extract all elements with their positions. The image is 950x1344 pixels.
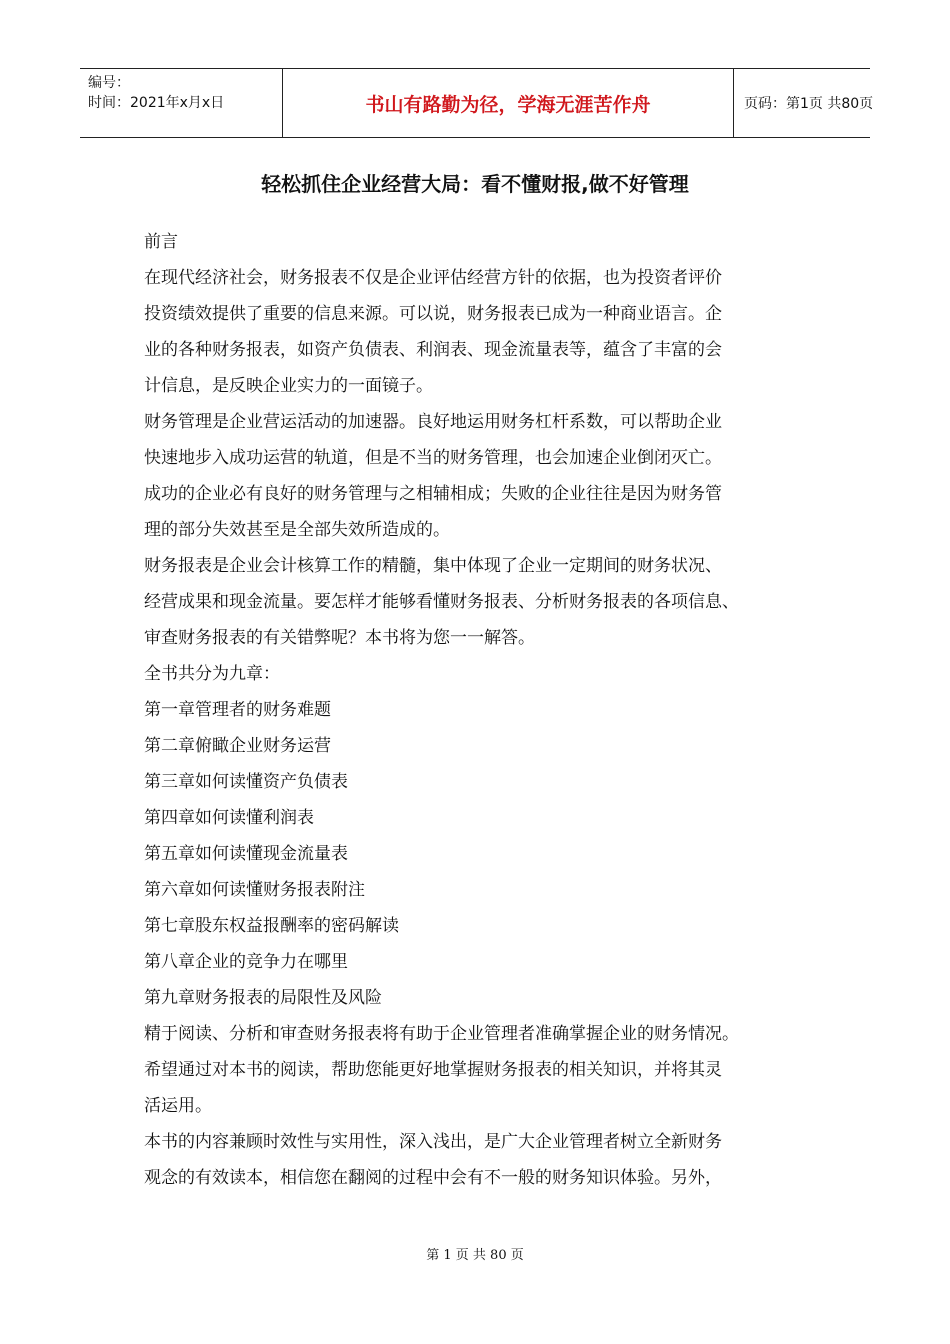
- document-date-label: 时间：2021年x月x日: [88, 95, 225, 111]
- body-line: 审查财务报表的有关错弊呢？本书将为您一一解答。: [144, 628, 535, 648]
- header-page-info: 页码：第1页 共80页: [744, 96, 874, 112]
- body-line: 经营成果和现金流量。要怎样才能够看懂财务报表、分析财务报表的各项信息、: [144, 592, 739, 612]
- body-line: 理的部分失效甚至是全部失效所造成的。: [144, 520, 450, 540]
- chapter-item: 第五章如何读懂现金流量表: [144, 844, 348, 864]
- chapter-item: 第三章如何读懂资产负债表: [144, 772, 348, 792]
- header-motto-cell: [282, 69, 734, 137]
- preface-heading: 前言: [144, 232, 178, 252]
- body-line: 活运用。: [144, 1096, 212, 1116]
- header-meta: [80, 69, 282, 137]
- body-line: 本书的内容兼顾时效性与实用性，深入浅出，是广大企业管理者树立全新财务: [144, 1132, 722, 1152]
- document-number-label: 编号：: [88, 75, 130, 91]
- body-line: 希望通过对本书的阅读，帮助您能更好地掌握财务报表的相关知识，并将其灵: [144, 1060, 722, 1080]
- body-line: 业的各种财务报表，如资产负债表、利润表、现金流量表等，蕴含了丰富的会: [144, 340, 722, 360]
- body-line: 在现代经济社会，财务报表不仅是企业评估经营方针的依据，也为投资者评价: [144, 268, 722, 288]
- body-line: 财务管理是企业营运活动的加速器。良好地运用财务杠杆系数，可以帮助企业: [144, 412, 722, 432]
- chapter-item: 第六章如何读懂财务报表附注: [144, 880, 365, 900]
- body-line: 投资绩效提供了重要的信息来源。可以说，财务报表已成为一种商业语言。企: [144, 304, 722, 324]
- document-body: [144, 224, 834, 1196]
- body-line: 快速地步入成功运营的轨道，但是不当的财务管理，也会加速企业倒闭灭亡。: [144, 448, 722, 468]
- page-header: [80, 68, 874, 138]
- body-line: 成功的企业必有良好的财务管理与之相辅相成；失败的企业往往是因为财务管: [144, 484, 722, 504]
- chapter-item: 第八章企业的竞争力在哪里: [144, 952, 348, 972]
- body-line: 精于阅读、分析和审查财务报表将有助于企业管理者准确掌握企业的财务情况。: [144, 1024, 739, 1044]
- page-footer: 第 1 页 共 80 页: [426, 1248, 524, 1263]
- body-line: 计信息，是反映企业实力的一面镜子。: [144, 376, 433, 396]
- chapter-item: 第四章如何读懂利润表: [144, 808, 314, 828]
- chapter-item: 第七章股东权益报酬率的密码解读: [144, 916, 399, 936]
- body-line: 财务报表是企业会计核算工作的精髓，集中体现了企业一定期间的财务状况、: [144, 556, 722, 576]
- body-line: 全书共分为九章：: [144, 664, 280, 684]
- document-title: 轻松抓住企业经营大局：看不懂财报,做不好管理: [261, 172, 689, 196]
- chapter-item: 第一章管理者的财务难题: [144, 700, 331, 720]
- chapter-item: 第九章财务报表的局限性及风险: [144, 988, 382, 1008]
- header-motto: 书山有路勤为径，学海无涯苦作舟: [365, 93, 651, 116]
- chapter-item: 第二章俯瞰企业财务运营: [144, 736, 331, 756]
- body-line: 观念的有效读本，相信您在翻阅的过程中会有不一般的财务知识体验。另外，: [144, 1168, 722, 1188]
